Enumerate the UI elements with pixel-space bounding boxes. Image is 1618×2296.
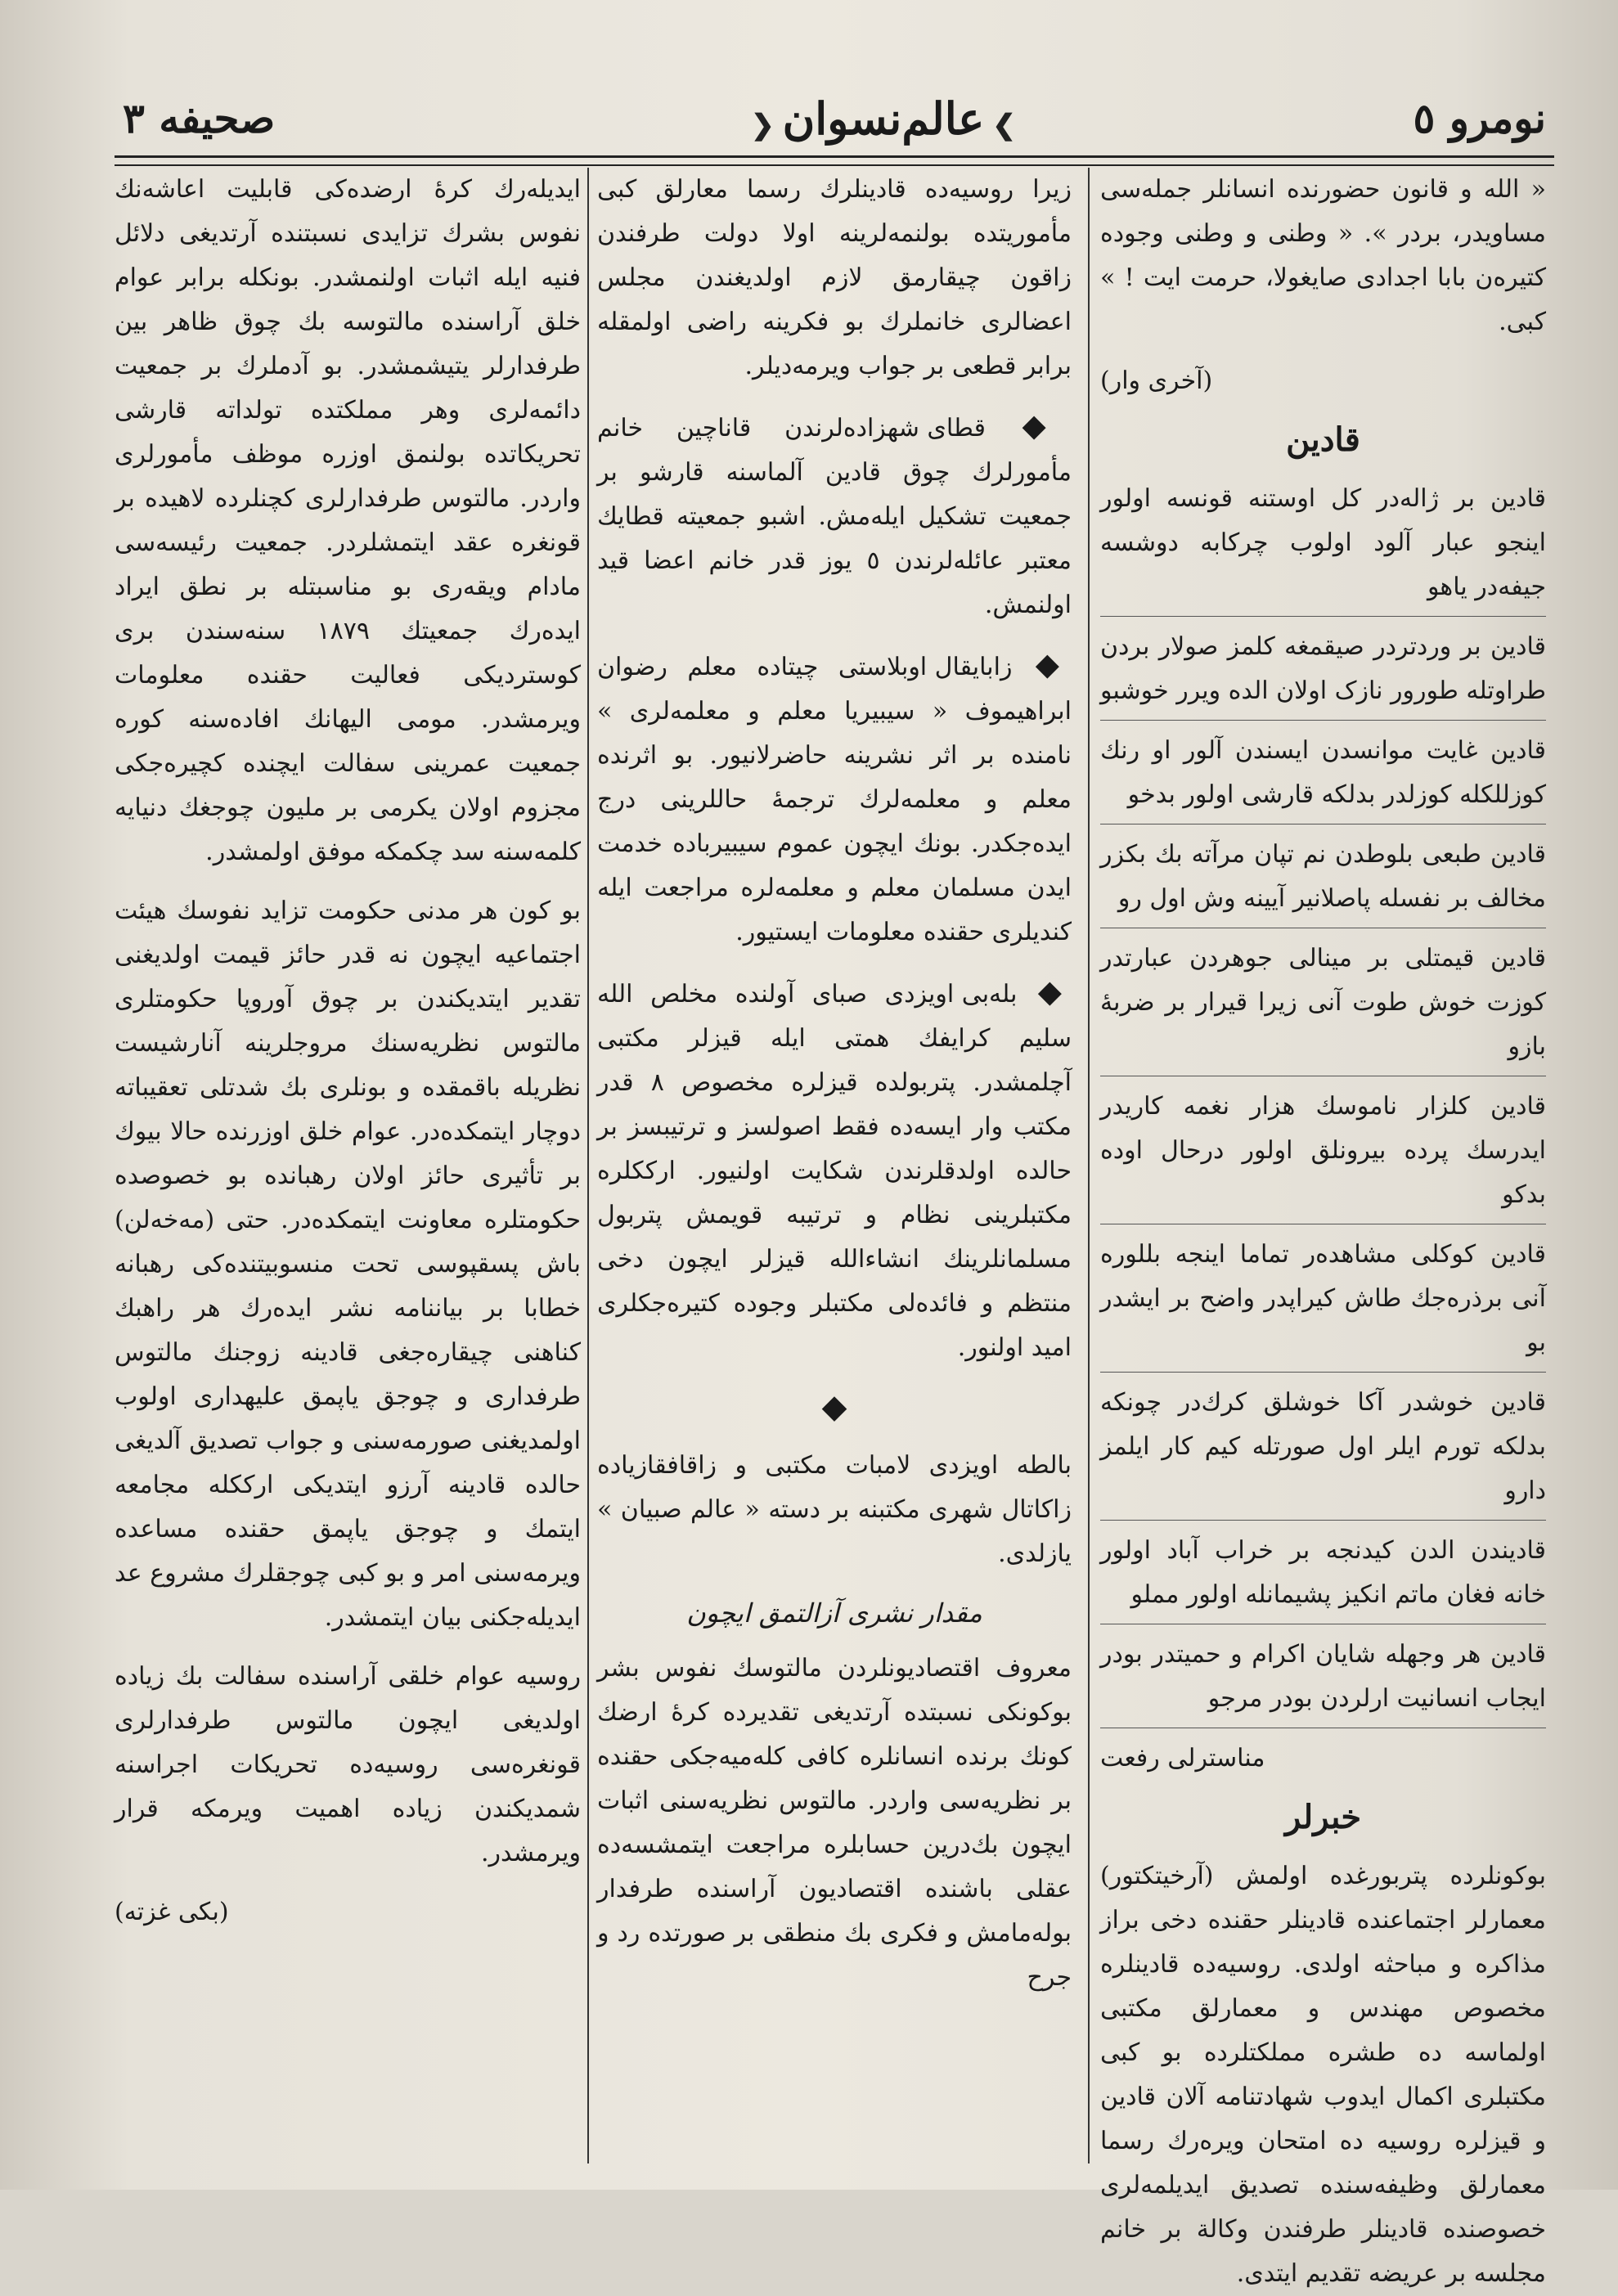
column-divider bbox=[587, 168, 589, 2163]
to-be-continued: (آخری وار) bbox=[1100, 366, 1213, 395]
column-divider bbox=[1088, 168, 1090, 2163]
news-item-text: زابایقال اوبلاستی چیتاده معلم رضوان ابراهیموف « سیبیریا معلم و معلمه‌لری » نامنده بر اثر نشرینه حاضرلانیور. بو اثرنده معلم و معلمه‌لرك ترجمهٔ حاللرینی درج ایده‌جکدر. بونك ایچون عموم سیبیرباده خدمت ایدن مسلمان معلم و معلمه‌لره مراجعت ایله کندیلری حقنده معلومات ایستیور. bbox=[597, 653, 1072, 946]
news-section-title: خبرلر bbox=[1284, 1798, 1362, 1836]
poem-stanza: قادین قیمتلی بر مینالی جوهردن عبارتدر کوزت خوش طوت آنی زیرا قیرار بر ضربهٔ بازو bbox=[1100, 937, 1546, 1076]
poem-stanza: قادین طبعی بلوطدن نم تپان مرآته بك بکزر مخالف بر نفسله پاصلانیر آیینه وش اول رو bbox=[1100, 833, 1546, 928]
news-item bbox=[597, 642, 1072, 955]
article-paragraph: روسیه عوام خلقی آراسنده سفالت بك زیاده اولدیغی ایچون مالتوس طرفدارلری قونغره‌سی روسیه‌ده تحریکات اجراسنه شمدیکندن زیاده اهمیت ویرمکه قرار ویرمشدر. bbox=[115, 1662, 581, 1867]
page-number: صحیفه ٣ bbox=[123, 94, 276, 142]
news-paragraph: بالطه اویزدی لامبات مکتبی و زاقافقازیاده زاکاتال شهری مکتبنه بر دسته « عالم صبیان » یازلدی. bbox=[597, 1451, 1072, 1568]
poem-stanza: قادین بر ژاله‌در کل اوستنه قونسه اولور اینجو عبار آلود اولوب چرکابه دوشسه جیفه‌در یاهو bbox=[1100, 477, 1546, 617]
poem-signature: مناسترلی رفعت bbox=[1100, 1744, 1265, 1773]
article-title: مقدار نشری آزالتمق ایچون bbox=[686, 1597, 982, 1629]
newspaper-title: عالم‌نسوان bbox=[782, 92, 985, 145]
poem-stanza: قادین هر وجهله شایان اکرام و حمیتدر بودر ایجاب انسانیت ارلردن بودر مرجو bbox=[1100, 1633, 1546, 1728]
left-column bbox=[115, 168, 581, 2163]
news-paragraph: بوکونلرده پتربورغده اولمش (آرخیتکتور) معمارلر اجتماعنده قادینلر حقنده دخی براز مذاکره و مباحثه اولدی. روسیه‌ده قادینلره مخصوص مهندس و معمارلق مکتبی اولماسه ده طشره مملکتلرده بو کبی مکتبلری اکمال ایدوب شهادتنامه آلان قادین و قیزلره روسیه ده امتحان ویره‌رك رسما معمارلق وظیفه‌سنده تصدیق ایدیلمه‌لری خصوصنده قادینلر طرفندن وکالة بر خانم مجلسه بر عریضه تقدیم ایتدی. bbox=[1100, 1862, 1546, 2288]
article-paragraph: معروف اقتصادیونلردن مالتوسك نفوس بشر بوکونکی نسبتده آرتدیغی تقدیرده کرهٔ ارضك کونك برنده انسانلره کافی کله‌میه‌جکی حقنده بر نظریه‌سی واردر. مالتوس نظریه‌سنی اثبات ایچون بك‌درین حسابلره مراجعت ایتمشسه‌ده عقلی باشنده اقتصادیون آراسنده طرفدار بوله‌مامش و فکری بك منطقی بر صورتده رد و جرح bbox=[597, 1654, 1072, 1992]
right-ornament-icon: ❮ bbox=[751, 109, 775, 142]
diamond-bullet-icon: ◆ bbox=[1017, 973, 1072, 1009]
news-item-text: بله‌بی اویزدی صبای آولنده مخلص الله سلیم کرایفك همتی ایله قیزلر مکتبی آچلمشدر. پتربولده قیزلره مخصوص ٨ قدر مکتب وار ایسه‌ده فقط اصولسز و ترتیبسز بر حالده اولدقلرندن شکایت اولنیور. ارککلره مکتبلرینی نظام و ترتیبه قویمش پتربول مسلمانلرینك انشاءالله قیزلر ایچون دخی منتظم و فائده‌لی مکتبلر وجوده کتیره‌جکلری امید اولنور. bbox=[597, 980, 1072, 1362]
poem-stanza: قادین کلزار ناموسك هزار نغمه کاریدر ایدرسك پرده بیرونلق اولور درحال اوده بدکو bbox=[1100, 1085, 1546, 1224]
news-item-text: قطای شهزاده‌لرندن قاناچین خانم مأمورلرك چوق قادین آلماسنه قارشو بر جمعیت تشکیل ایله‌مش. اشبو جمعیته قطایك معتبر عائله‌لرندن ٥ یوز قدر خانم اعضا قید اولنمش. bbox=[597, 414, 1072, 619]
poem-stanza: قادین کوکلی مشاهده‌ر تماما اینجه بللوره آنی برذره‌جك طاش کیراپدر واضح بر ایشدر بو bbox=[1100, 1233, 1546, 1373]
news-item bbox=[597, 403, 1072, 627]
article-paragraph: ایدیله‌رك کرهٔ ارضده‌کی قابلیت اعاشه‌نك نفوس بشرك تزایدی نسبتنده آرتدیغی دلائل فنیه ایله اثبات اولنمشدر. بونکله برابر عوام خلق آراسنده مالتوسه بك چوق ظاهر بین طرفدارلر یتیشمشدر. بو آدملرك بر جمعیت دائمه‌لری وهر مملکتده تولداته قارشی تحریکاتده بولنمق اوزره موظف مأمورلری واردر. مالتوس طرفدارلری کچنلرده لاهیده بر قونغره عقد ایتمشلردر. جمعیت رئیسه‌سی مادام ویقه‌ری بو مناسبتله بر نطق ایراد ایده‌رك جمعیتك ١٨٧٩ سنه‌سندن بری کوستردیکی فعالیت حقنده معلومات ویرمشدر. مومی الیهانك افاده‌سنه کوره جمعیت عمرینی سفالت ایچنده کچیره‌جکی مجزوم اولان یکرمی بر ملیون چوجغك دنیایه کلمه‌سنه سد چکمکه موفق اولمشدر. bbox=[115, 175, 581, 866]
poem-stanza: قادیندن الدن کیدنجه بر خراب آباد اولور خانه فغان ماتم انکیز پشیمانله اولور مملو bbox=[1100, 1529, 1546, 1624]
diamond-bullet-icon: ◆ bbox=[985, 407, 1072, 443]
news-paragraph: زیرا روسیه‌ده قادینلرك رسما معارلق کبی مأموریتده بولنمه‌لرینه اولا دولت طرفندن زاقون چیقارمق لازم اولدیغندن مجلس اعضالری خانملرك بو فکرینه راضی اولمقله برابر قطعی بر جواب ویرمه‌دیلر. bbox=[597, 175, 1072, 380]
diamond-bullet-icon: ◆ bbox=[1012, 645, 1072, 682]
middle-column bbox=[597, 168, 1072, 2163]
article-paragraph: بو کون هر مدنی حکومت تزاید نفوسك هیئت اجتماعیه ایچون نه قدر حائز قیمت اولدیغنی تقدیر ایتدیکندن بر چوق آوروپا حکومتلری مالتوس نظریه‌سنك مروجلرینه آنارشیست نظریله باقمقده و بونلری بك شدتلی تعقیباته دوچار ایتمکده‌در. عوام خلق اوزرنده حالا بیوك بر تأثیری حائز اولان رهبانده بو خصوصده حکومتلره معاونت ایتمکده‌در. حتی (مه‌خه‌لن) باش پسقپوسی تحت منسوبیتنده‌کی رهبانه خطابا بر بیاننامه نشر ایده‌رك هر راهبك کناهنی چیقاره‌جغی قادینه زوجنك مالتوس طرفداری و چوجق یاپمق علیهداری اولوب اولمدیغنی صورمه‌سنی و جواب تصدیق آلدیغی حالده قادینه آرزو ایتدیکی ارککله مجامعه ایتمك و چوجق یاپمق حقنده مساعده ویرمه‌سنی امر و بو کبی چوجقلرك مشروع عد ایدیله‌جکنی بیان ایتمشدر. bbox=[115, 896, 581, 1632]
diamond-separator-icon: ◆ bbox=[821, 1388, 847, 1426]
issue-number: نومرو ٥ bbox=[1413, 94, 1546, 142]
news-item bbox=[597, 969, 1072, 1370]
poem-stanza: قادین خوشدر آکا خوشلق کرك‌در چونکه بدلکه تورم ایلر اول صورتله کیم کار ایلمز دارو bbox=[1100, 1381, 1546, 1521]
poem-stanza: قادین غایت موانسدن ایسندن آلور او رنك کوزللکله کوزلدر بدلکه قارشی اولور بدخو bbox=[1100, 729, 1546, 824]
source-attribution: (بکی غزته) bbox=[115, 1898, 229, 1926]
poem-stanza: قادین بر وردتردر صیقمغه کلمز صولار بردن طراوتله طورور نازک اولان الده ویرر خوشبو bbox=[1100, 625, 1546, 721]
poem-title: قادین bbox=[1286, 420, 1360, 459]
right-column bbox=[1099, 168, 1546, 2288]
left-ornament-icon: ❯ bbox=[992, 109, 1016, 142]
intro-paragraph: « الله و قانون حضورنده انسانلر جمله‌سی مساویدر، بردر ». « وطنی و وطنی وجوده کتیره‌ن بابا اجدادی صایغولا، حرمت ایت ! » کبی. bbox=[1100, 175, 1546, 336]
masthead-rule bbox=[115, 155, 1554, 166]
masthead bbox=[123, 86, 1546, 151]
newspaper-title-block bbox=[712, 92, 1055, 145]
